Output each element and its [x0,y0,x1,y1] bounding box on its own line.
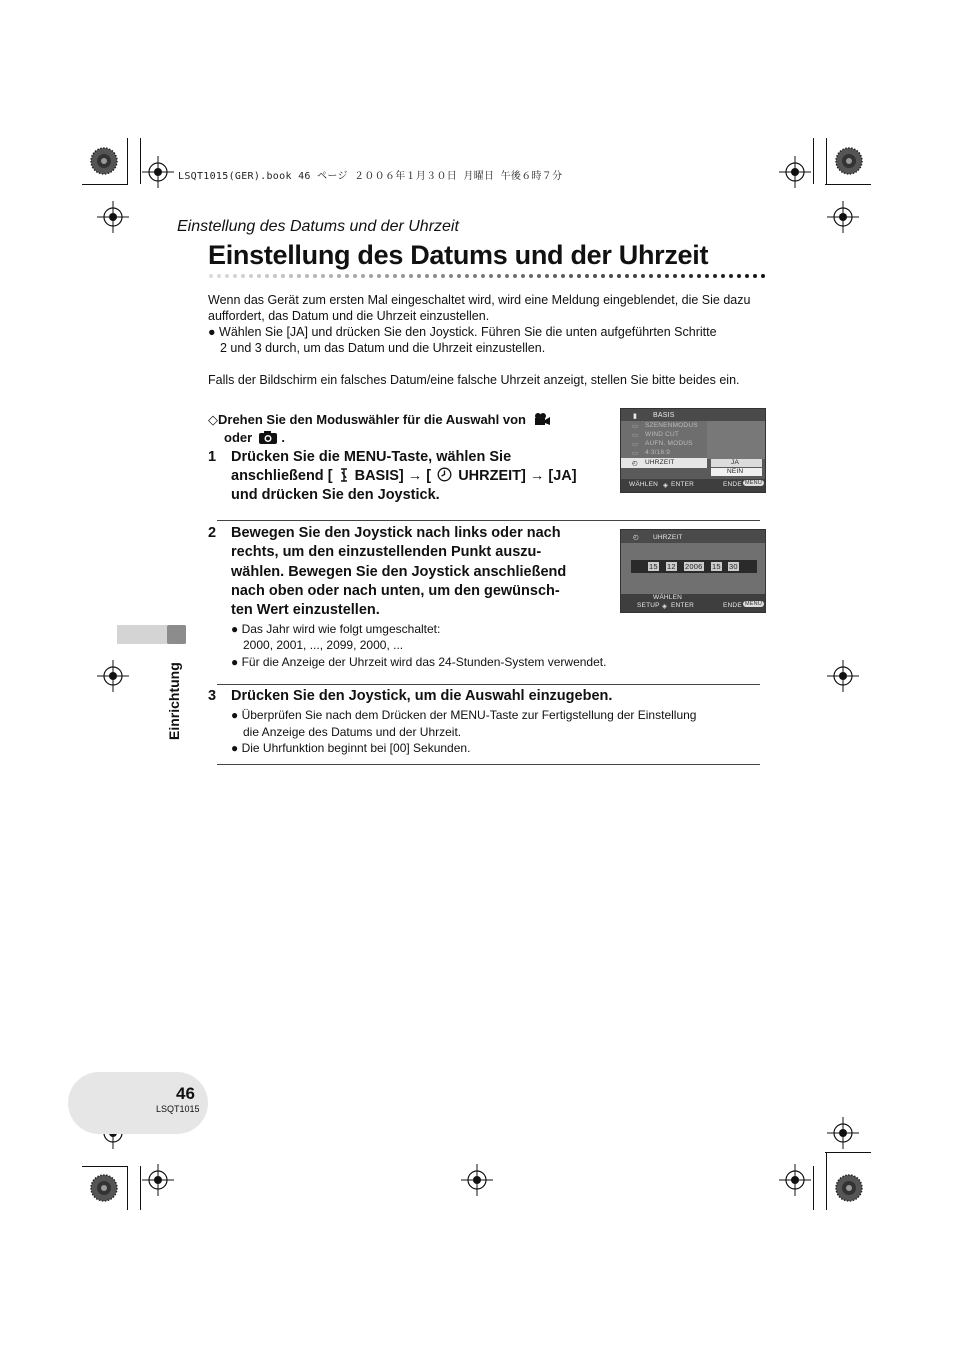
screen2-footer-left: SETUP [637,602,660,609]
menu-screen-uhrzeit: ◴ UHRZEIT 15 12 2006 15 30 WÄHLEN SETUP ◈ ENTER ENDE MENU [620,529,766,613]
rule-dot [417,274,421,278]
model-code: LSQT1015 [156,1104,200,1114]
rule-dot [329,274,333,278]
step-divider-1 [217,520,760,521]
step2-line-3: wählen. Bewegen Sie den Joystick anschließend [231,564,567,580]
rule-dot [385,274,389,278]
rule-dot [553,274,557,278]
step-divider-3 [217,764,760,765]
rule-dot [249,274,253,278]
rule-dot [529,274,533,278]
diamond-icon: ◇ [208,412,218,427]
rule-dot [513,274,517,278]
screen2-value-minute: 30 [729,562,738,571]
rule-dot [697,274,701,278]
step1-line-3: und drücken Sie den Joystick. [231,487,440,503]
rule-dot [577,274,581,278]
rule-dot [265,274,269,278]
rule-dot [289,274,293,278]
screen1-item-5: UHRZEIT [645,459,675,466]
screen2-footer-mid: ENTER [671,602,695,609]
rule-dot [657,274,661,278]
rule-dot [345,274,349,278]
step2-line-4: nach oben oder nach unten, um den gewünsch- [231,583,560,599]
rule-dot [601,274,605,278]
rule-dot [337,274,341,278]
step3-heading: Drücken Sie den Joystick, um die Auswahl einzugeben. [231,688,613,704]
rule-dot [545,274,549,278]
intro-bullet-line-2: 2 und 3 durch, um das Datum und die Uhrzeit einzustellen. [220,341,546,355]
rule-dot [217,274,221,278]
step-divider-2 [217,684,760,685]
screen2-value-month: 12 [667,562,676,571]
rule-dot [729,274,733,278]
step2-line-2: rechts, um den einzustellenden Punkt auszu- [231,544,542,560]
screen1-option-2: NEIN [727,468,744,475]
step3-bullet-1: ● Überprüfen Sie nach dem Drücken der MENU-Taste zur Fertigstellung der Einstellung [231,708,697,722]
rule-dot [321,274,325,278]
rule-dot [569,274,573,278]
screen1-footer-left: WÄHLEN [629,481,659,488]
rule-dot [673,274,677,278]
intro-line-2: auffordert, das Datum und die Uhrzeit einzustellen. [208,309,490,323]
intro-line-1: Wenn das Gerät zum ersten Mal eingeschaltet wird, wird eine Meldung eingeblendet, die Sie dazu [208,293,751,307]
rule-dot [561,274,565,278]
prestep-line-1: ◇Drehen Sie den Moduswähler für die Auswahl von [208,411,551,429]
screen2-header: UHRZEIT [653,534,683,541]
rule-dot [641,274,645,278]
rule-dot [313,274,317,278]
rule-dot [393,274,397,278]
rule-dot [625,274,629,278]
rule-dot [681,274,685,278]
step3-number: 3 [208,688,217,704]
rule-dot [705,274,709,278]
rule-dot [401,274,405,278]
screen2-value-day: 15 [649,562,658,571]
step3-bullet-2: ● Die Uhrfunktion beginnt bei [00] Sekunden. [231,741,471,755]
intro-bullet-line-1: Wählen Sie [JA] und drücken Sie den Joystick. Führen Sie die unten aufgeführten Schritte [219,325,717,339]
step1-line-1: Drücken Sie die MENU-Taste, wählen Sie [231,449,512,465]
rule-dot [489,274,493,278]
rule-dot [753,274,757,278]
screen2-value-hour: 15 [712,562,721,571]
screen1-item-1: SZENENMODUS [645,422,698,429]
rule-dot [281,274,285,278]
screen1-header: BASIS [653,412,675,419]
photo-camera-icon [258,430,278,444]
rule-dot [497,274,501,278]
screen2-value-year: 2006 [685,562,703,571]
step2-bullet-1-line-2: 2000, 2001, ..., 2099, 2000, ... [243,638,404,652]
screen2-menu-badge: MENU [745,601,762,607]
bullet-icon: ● [208,325,216,339]
bullet-icon: ● [231,655,239,669]
rule-dot [617,274,621,278]
section-label: Einrichtung [166,662,182,740]
rule-dot [409,274,413,278]
screen1-item-4: 4:3/16:9 [645,449,671,456]
page-title: Einstellung des Datums und der Uhrzeit [208,240,709,270]
rule-dot [761,274,765,278]
print-header: LSQT1015(GER).book 46 ページ ２００６年１月３０日 月曜日 午後６時７分 [178,171,563,182]
screen1-footer-mid: ENTER [671,481,695,488]
screen1-footer-right: ENDE [723,481,742,488]
screen1-item-2: WIND CUT [645,431,680,438]
rule-dot [633,274,637,278]
rule-dot [209,274,213,278]
rule-dot [361,274,365,278]
section-tab-marker [167,625,186,644]
rule-dot [441,274,445,278]
screen1-item-3: AUFN. MODUS [645,440,693,447]
rule-dot [433,274,437,278]
screen1-menu-badge: MENU [745,480,762,486]
video-camera-icon [533,412,551,426]
screen2-footer-top: WÄHLEN [653,594,683,601]
rule-dot [593,274,597,278]
rule-dot [377,274,381,278]
page-number: 46 [176,1084,195,1103]
bullet-icon: ● [231,622,239,636]
running-head: Einstellung des Datums und der Uhrzeit [177,218,459,235]
rule-dot [297,274,301,278]
basis-icon [339,468,349,482]
rule-dot [449,274,453,278]
step2-number: 2 [208,525,217,541]
rule-dot [225,274,229,278]
rule-dot [481,274,485,278]
rule-dot [737,274,741,278]
rule-dot [689,274,693,278]
screen1-option-1: JA [731,459,739,466]
intro-note: Falls der Bildschirm ein falsches Datum/eine falsche Uhrzeit anzeigt, stellen Sie bitte beides ein. [208,373,740,387]
title-dotted-rule [208,271,770,281]
rule-dot [745,274,749,278]
step3-bullet-1-line-2: die Anzeige des Datums und der Uhrzeit. [243,725,462,739]
clock-icon [437,467,452,482]
rule-dot [241,274,245,278]
step1-number: 1 [208,449,217,465]
prestep-line-2: oder . [224,430,286,445]
rule-dot [649,274,653,278]
screen2-footer-right: ENDE [723,602,742,609]
step2-bullet-1: ● Das Jahr wird wie folgt umgeschaltet: [231,622,441,636]
bullet-icon: ● [231,741,239,755]
rule-dot [233,274,237,278]
rule-dot [305,274,309,278]
rule-dot [273,274,277,278]
step1-line-2: anschließend [ BASIS] → [ UHRZEIT] → [JA] [231,468,577,484]
rule-dot [721,274,725,278]
rule-dot [425,274,429,278]
bullet-icon: ● [231,708,239,722]
rule-dot [465,274,469,278]
rule-dot [257,274,261,278]
rule-dot [505,274,509,278]
rule-dot [665,274,669,278]
rule-dot [537,274,541,278]
intro-bullet [208,324,717,340]
rule-dot [473,274,477,278]
rule-dot [369,274,373,278]
rule-dot [521,274,525,278]
rule-dot [609,274,613,278]
step2-bullet-2: ● Für die Anzeige der Uhrzeit wird das 24-Stunden-System verwendet. [231,655,607,669]
step2-line-5: ten Wert einzustellen. [231,602,380,618]
step2-line-1: Bewegen Sie den Joystick nach links oder nach [231,525,561,541]
menu-screen-basis: ▮ BASIS ▭ SZENENMODUS ▭ WIND CUT ▭ AUFN. MODUS ▭ 4:3/16:9 ◴ UHRZEIT JA NEIN WÄHLEN ◈ ENTER ENDE MENU [620,408,766,493]
rule-dot [457,274,461,278]
rule-dot [713,274,717,278]
rule-dot [585,274,589,278]
rule-dot [353,274,357,278]
